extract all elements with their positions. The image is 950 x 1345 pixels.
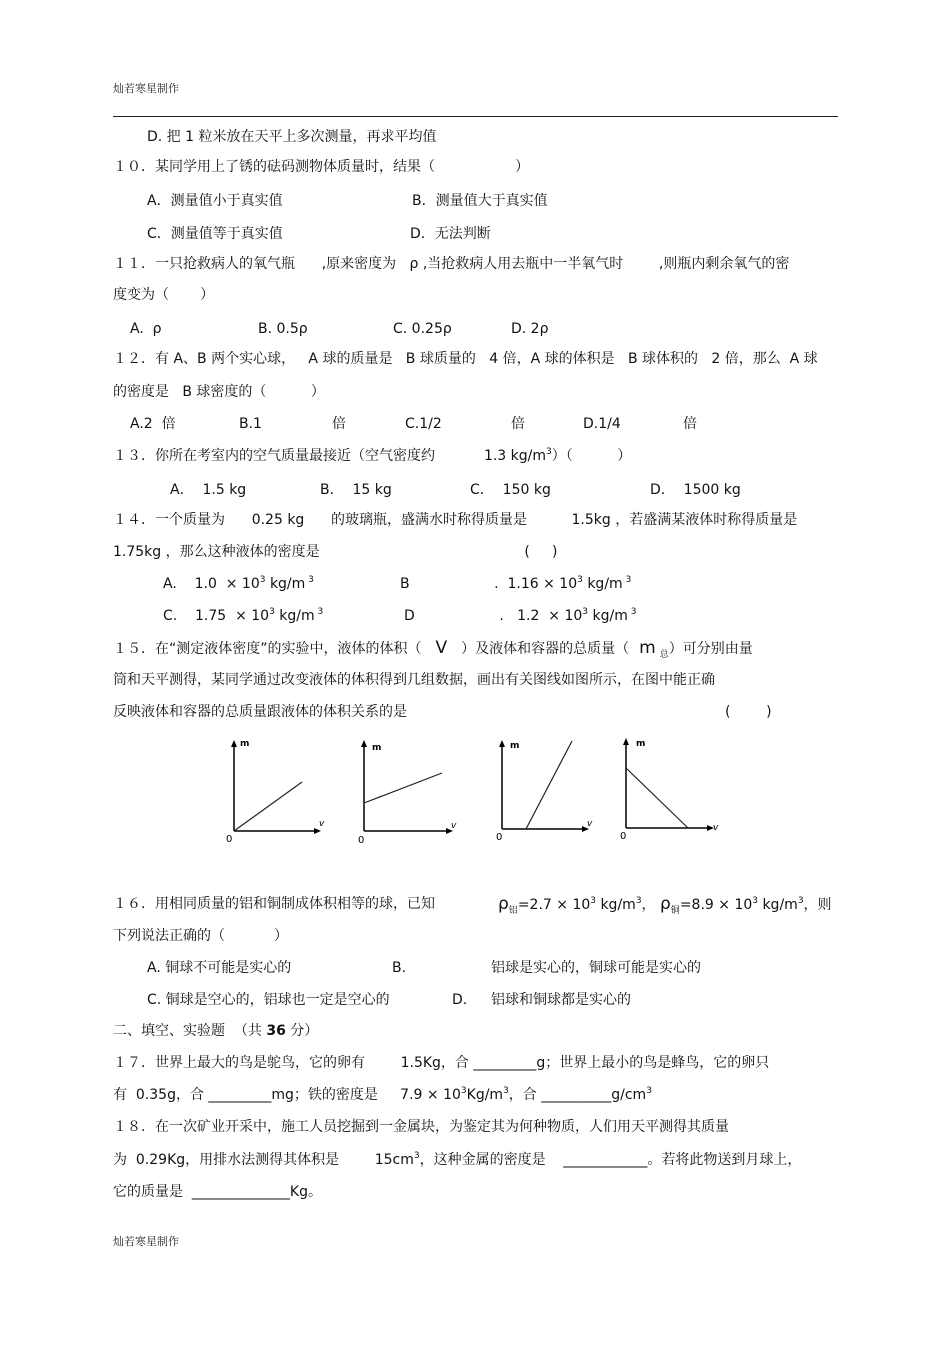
q15-stem-line3: 反映液体和容器的总质量跟液体的体积关系的是 xyxy=(113,704,407,720)
section-2-heading: 二、填空、实验题 （共 36 分） xyxy=(113,1023,319,1039)
q14-option-a: A. $1.0 \times 10^3$ kg/m $^3$ xyxy=(163,575,314,592)
q10-option-d: D．无法判断 xyxy=(410,226,491,242)
graph-a-line xyxy=(234,782,302,831)
q18-line3: 它的质量是 ______________Kg。 xyxy=(113,1184,322,1200)
q14-option-d: D . $1.2 \times 10^3$ kg/m $^3$ xyxy=(404,607,637,624)
q13-option-b: B． 15 kg xyxy=(320,482,392,498)
q16-option-d-letter: D. xyxy=(452,992,468,1008)
graph-b xyxy=(352,736,462,846)
graph-c-line xyxy=(526,741,572,829)
q14-stem-line2: 1.75kg ，那么这种液体的密度是 ( ) xyxy=(113,544,558,560)
q9-option-d: D. 把 1 粒米放在天平上多次测量，再求平均值 xyxy=(147,129,437,145)
q12-option-b-unit: 倍 xyxy=(332,416,346,432)
graph-b-line xyxy=(364,773,442,803)
q12-option-c: C.1/2 xyxy=(405,416,442,432)
page-header: 灿若寒星制作 xyxy=(113,82,179,95)
q16-option-d: 铝球和铜球都是实心的 xyxy=(491,992,631,1008)
q17-line2: 有 0.35g，合 _________mg；铁的密度是 $7.9 \times 10^3Kg/m^3$，合 $\_\_\_\_\_\_\_\_\_\_g/cm^3$ xyxy=(113,1086,652,1103)
q18-line1: １８．在一次矿业开采中，施工人员挖掘到一金属块，为鉴定其为何种物质，人们用天平测得其质量 xyxy=(113,1119,729,1135)
q12-option-d-unit: 倍 xyxy=(683,416,697,432)
graph-b-origin: 0 xyxy=(358,835,365,846)
q11-option-d: D. 2ρ xyxy=(511,321,549,337)
q14-option-c: C. $1.75 \times 10^3$ kg/m $^3$ xyxy=(163,607,324,624)
graph-a xyxy=(222,736,332,846)
q16-densities: $\rho_铝=2.7 \times 10^3$ $kg/m^3$， $\rho_铜=8.9 \times 10^3$ $kg/m^3$，则 xyxy=(498,894,832,916)
graph-c-origin: 0 xyxy=(496,832,503,843)
graph-d-axis-m: m xyxy=(636,739,646,749)
q16-stem-line2: 下列说法正确的（ ） xyxy=(113,928,288,944)
q16-option-b: 铝球是实心的，铜球可能是实心的 xyxy=(491,960,701,976)
q12-option-b: B.1 xyxy=(239,416,262,432)
q17-line1: １７．世界上最大的鸟是鸵鸟，它的卵有 1.5Kg，合 _________g；世界上最小的鸟是蜂鸟，它的卵只 xyxy=(113,1055,770,1071)
q12-stem-line1: １２．有 A、B 两个实心球， A 球的质量是 B 球质量的 4 倍，A 球的体积是 B 球体积的 2 倍，那么 A 球 xyxy=(113,351,818,367)
q11-option-a: A. ρ xyxy=(130,321,162,337)
q11-option-c: C. 0.25ρ xyxy=(393,321,452,337)
graph-a-origin: 0 xyxy=(226,834,233,845)
q12-option-c-unit: 倍 xyxy=(511,416,525,432)
q10-stem: １０．某同学用上了锈的砝码测物体质量时，结果（ ） xyxy=(113,159,530,175)
q16-stem-line1: １６．用相同质量的铝和铜制成体积相等的球，已知 xyxy=(113,896,435,912)
q13-option-d: D． 1500 kg xyxy=(650,482,741,498)
graph-d xyxy=(614,736,724,846)
q16-option-a: A. 铜球不可能是实心的 xyxy=(147,960,292,976)
q15-stem-line2: 筒和天平测得，某同学通过改变液体的体积得到几组数据，画出有关图线如图所示，在图中能正确 xyxy=(113,672,715,688)
q10-option-c: C．测量值等于真实值 xyxy=(147,226,283,242)
q11-option-b: B. 0.5ρ xyxy=(258,321,308,337)
q15-stem-line1: １５．在“测定液体密度”的实验中，液体的体积（ V ）及液体和容器的总质量（ m $_总$）可分别由量 xyxy=(113,638,753,660)
q16-option-b-letter: B. xyxy=(392,960,407,976)
q18-line2: 为 0.29Kg，用排水法测得其体积是 $15cm^3$，这种金属的密度是 ____________。若将此物送到月球上， xyxy=(113,1151,802,1168)
q14-stem-line1: １４．一个质量为 0.25 kg 的玻璃瓶，盛满水时称得质量是 1.5kg ，若盛满某液体时称得质量是 xyxy=(113,512,798,528)
header-rule xyxy=(113,116,838,117)
q13-option-a: A． 1.5 kg xyxy=(170,482,247,498)
q11-stem-line1: １１．一只抢救病人的氧气瓶 ,原来密度为 ρ ,当抢救病人用去瓶中一半氧气时 ,则瓶内剩余氧气的密 xyxy=(113,256,790,272)
q12-option-d: D.1/4 xyxy=(583,416,621,432)
graph-a-axis-v: v xyxy=(319,819,325,829)
graph-d-axis-v: v xyxy=(713,823,719,833)
graph-b-axis-m: m xyxy=(372,743,382,753)
q11-stem-line2: 度变为（ ） xyxy=(113,287,215,303)
q13-option-c: C． 150 kg xyxy=(470,482,551,498)
graph-c-axis-m: m xyxy=(510,741,520,751)
q13-stem: １３．你所在考室内的空气质量最接近（空气密度约 1.3 $kg/m^3$）（ ） xyxy=(113,447,632,464)
page-footer: 灿若寒星制作 xyxy=(113,1235,179,1248)
q14-option-b: B . $1.16 \times 10^3$ kg/m $^3$ xyxy=(400,575,632,592)
q15-answer-paren: ( ) xyxy=(725,704,772,720)
q12-option-a: A.2 倍 xyxy=(130,416,176,432)
graph-c xyxy=(490,736,600,846)
graph-b-axis-v: v xyxy=(451,821,457,831)
graph-a-axis-m: m xyxy=(240,739,250,749)
q12-stem-line2: 的密度是 B 球密度的（ ） xyxy=(113,384,325,400)
q10-option-b: B．测量值大于真实值 xyxy=(412,193,548,209)
graph-c-axis-v: v xyxy=(587,819,593,829)
graph-d-line xyxy=(626,768,688,828)
q10-option-a: A．测量值小于真实值 xyxy=(147,193,283,209)
graph-d-origin: 0 xyxy=(620,831,627,842)
q16-option-c: C. 铜球是空心的，铝球也一定是空心的 xyxy=(147,992,390,1008)
